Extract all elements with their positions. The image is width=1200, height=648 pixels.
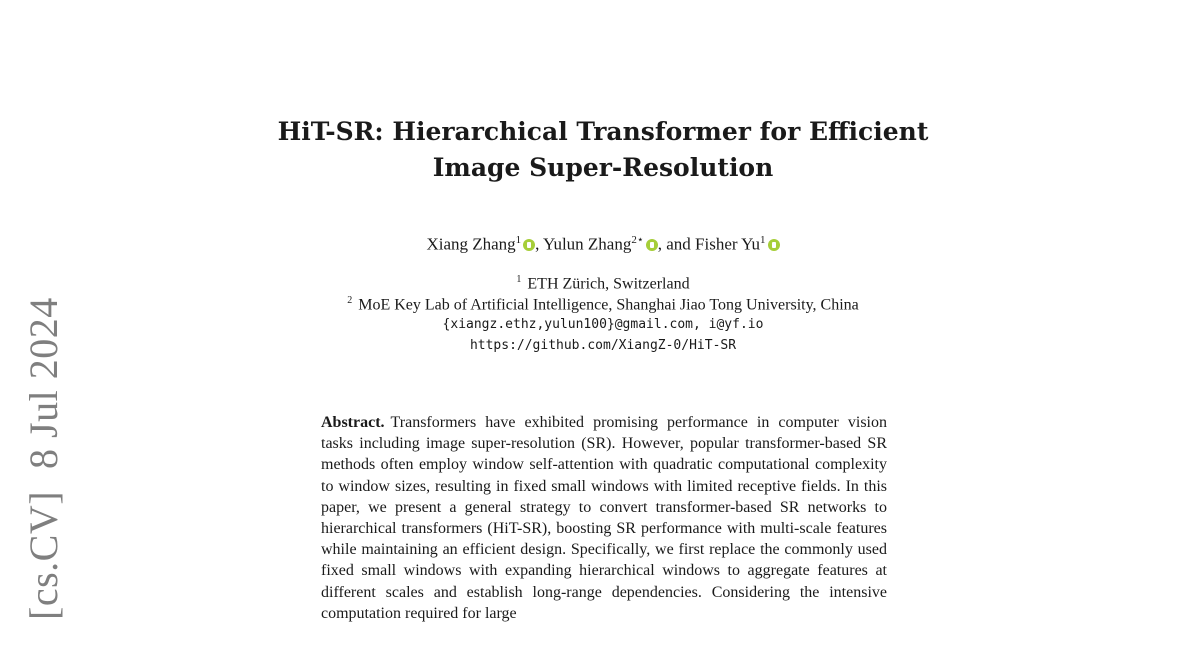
repository-link[interactable]: https://github.com/XiangZ-0/HiT-SR <box>469 338 737 353</box>
abstract-text: Transformers have exhibited promising performance in computer vision tasks including image super-resolution (SR). However, popular transformer-based SR methods often employ window self-attention with quadratic computational complexity to window sizes, resulting in fixed small windows with limited receptive fields. In this paper, we present a general strategy to convert transformer-based SR networks to hierarchical transformers (HiT-SR), boosting SR performance with multi-scale features while maintaining an efficient design. Specifically, we first replace the commonly used fixed small windows with expanding hierarchical windows to aggregate features at different scales and establish long-range dependencies. Considering the intensive computation required for large <box>321 414 887 622</box>
orcid-icon[interactable] <box>768 239 780 251</box>
author-name: Fisher Yu <box>695 234 761 254</box>
author-affiliation-mark: 2⋆ <box>631 234 644 246</box>
author-list <box>240 229 966 256</box>
author-affiliation-mark: 1 <box>515 234 522 246</box>
affiliation-2 <box>240 291 966 315</box>
abstract <box>321 412 887 624</box>
arxiv-category: [cs.CV] <box>21 490 66 620</box>
affiliation-text: ETH Zürich, Switzerland <box>527 275 690 293</box>
arxiv-stamp <box>20 297 67 620</box>
author-name: Xiang Zhang <box>426 234 516 254</box>
title-line-2: Image Super-Resolution <box>432 153 774 182</box>
contact-emails[interactable]: {xiangz.ethz,yulun100}@gmail.com, i@yf.io <box>442 317 764 332</box>
orcid-icon[interactable] <box>523 239 535 251</box>
affiliation-mark: 1 <box>516 274 522 285</box>
affiliation-text: MoE Key Lab of Artificial Intelligence, Shanghai Jiao Tong University, China <box>358 296 859 314</box>
author-affiliation-mark: 1 <box>760 234 766 246</box>
orcid-icon[interactable] <box>646 239 658 251</box>
arxiv-date: 8 Jul 2024 <box>21 297 66 469</box>
paper-title <box>240 114 966 186</box>
abstract-label: Abstract. <box>321 414 385 431</box>
author-name: Yulun Zhang <box>543 234 632 254</box>
affiliation-mark: 2 <box>347 295 353 306</box>
author-separator: , and <box>657 234 696 254</box>
title-line-1: HiT-SR: Hierarchical Transformer for Efficient <box>277 117 929 146</box>
author-separator: , <box>535 234 544 254</box>
